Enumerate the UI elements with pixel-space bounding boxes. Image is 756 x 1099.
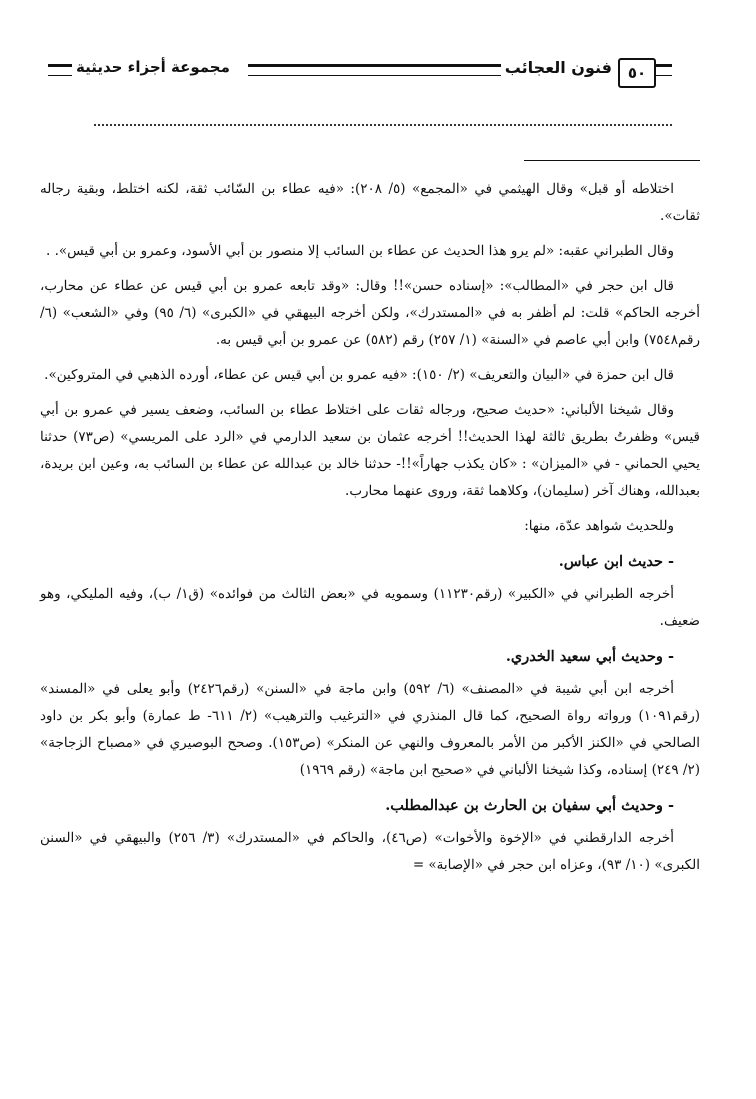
footnote-rule <box>524 160 700 161</box>
header-rule-middle <box>248 64 522 76</box>
paragraph: وللحديث شواهد عدّة، منها: <box>524 518 674 534</box>
running-header <box>48 52 672 90</box>
paragraph: وقال شيخنا الألباني: «حديث صحيح، ورجاله ثقات على اختلاط عطاء بن السائب، وضعف يسير في عمرو بن أبي قيس» وظفرتُ بطريق ثالثة لهذا الحديث!! أخرجه عثمان بن سعيد الدارمي في «الرد على المريسي» (ص٧٣) حدثنا يحيي الحماني - في «الميزان» : «كان يكذب جهاراً»!!- حدثنا خالد بن عبدالله عن عطاء بن السائب به، وعين ابن بريدة، بعبدالله، وهناك آخر (سليمان)، وكلاهما ثقة، وروى عنهما محارب. <box>40 402 700 499</box>
series-title: مجموعة أجزاء حديثية <box>72 58 234 76</box>
section-heading: - حديث ابن عباس. <box>558 553 674 570</box>
paragraph: قال ابن حمزة في «البيان والتعريف» (٢/ ١٥٠): «فيه عمرو بن أبي قيس عن عطاء، أورده الذهبي في المتروكين». <box>44 367 674 383</box>
paragraph: اختلاطه أو قبل» وقال الهيثمي في «المجمع» (٥/ ٢٠٨): «فيه عطاء بن السّائب ثقة، لكنه اختلط، وبقية رجاله ثقات». <box>40 181 700 224</box>
page-number: ٥٠ <box>618 58 656 88</box>
dotted-separator <box>94 124 672 126</box>
paragraph: أخرجه ابن أبي شيبة في «المصنف» (٦/ ٥٩٢) وابن ماجة في «السنن» (رقم٢٤٢٦) وأبو يعلى في «المسند» (رقم١٠٩١) ورواته رواة الصحيح، كما قال المنذري في «الترغيب والترهيب» (٢/ ٦١١- ط عمارة) وأبو بكر بن داود الصالحي في «الكنز الأكبر من الأمر بالمعروف والنهي عن المنكر» (ص١٥٣). وصحح البوصيري في «مصباح الزجاجة» (٢/ ٢٤٩) إسناده، وكذا شيخنا الألباني في «صحيح ابن ماجة» (رقم ١٩٦٩) <box>40 681 701 778</box>
paragraph: أخرجه الدارقطني في «الإخوة والأخوات» (ص٤٦)، والحاكم في «المستدرك» (٣/ ٢٥٦) والبيهقي في «السنن الكبرى» (١٠/ ٩٣)، وعزاه ابن حجر في «الإصابة» = <box>40 830 700 873</box>
page-body <box>40 176 700 887</box>
header-rule-left <box>48 64 72 76</box>
section-heading: - وحديث أبي سعيد الخدري. <box>505 648 674 665</box>
header-rule-right <box>656 64 672 76</box>
paragraph: قال ابن حجر في «المطالب»: «إسناده حسن»!! وقال: «وقد تابعه عمرو بن أبي قيس عن عطاء عن محارب، أخرجه الحاكم» قلت: لم أظفر به في «المستدرك»، ولكن أخرجه البيهقي في «الكبرى» (٦/ ٩٥) وفي «الشعب» (٦/ رقم٧٥٤٨) وابن أبي عاصم في «السنة» (١/ ٢٥٧) رقم (٥٨٢) عن عمرو بن أبي قيس به. <box>40 278 700 348</box>
book-title: فنون العجائب <box>501 58 616 77</box>
paragraph: أخرجه الطبراني في «الكبير» (رقم١١٢٣٠) وسمويه في «بعض الثالث من فوائده» (ق١/ ب)، وفيه المليكي، وهو ضعيف. <box>40 586 700 629</box>
paragraph: وقال الطبراني عقبه: «لم يرو هذا الحديث عن عطاء بن السائب إلا منصور بن أبي الأسود، وعمرو بن أبي قيس». . <box>46 243 674 259</box>
section-heading: - وحديث أبي سفيان بن الحارث بن عبدالمطلب. <box>385 797 674 814</box>
